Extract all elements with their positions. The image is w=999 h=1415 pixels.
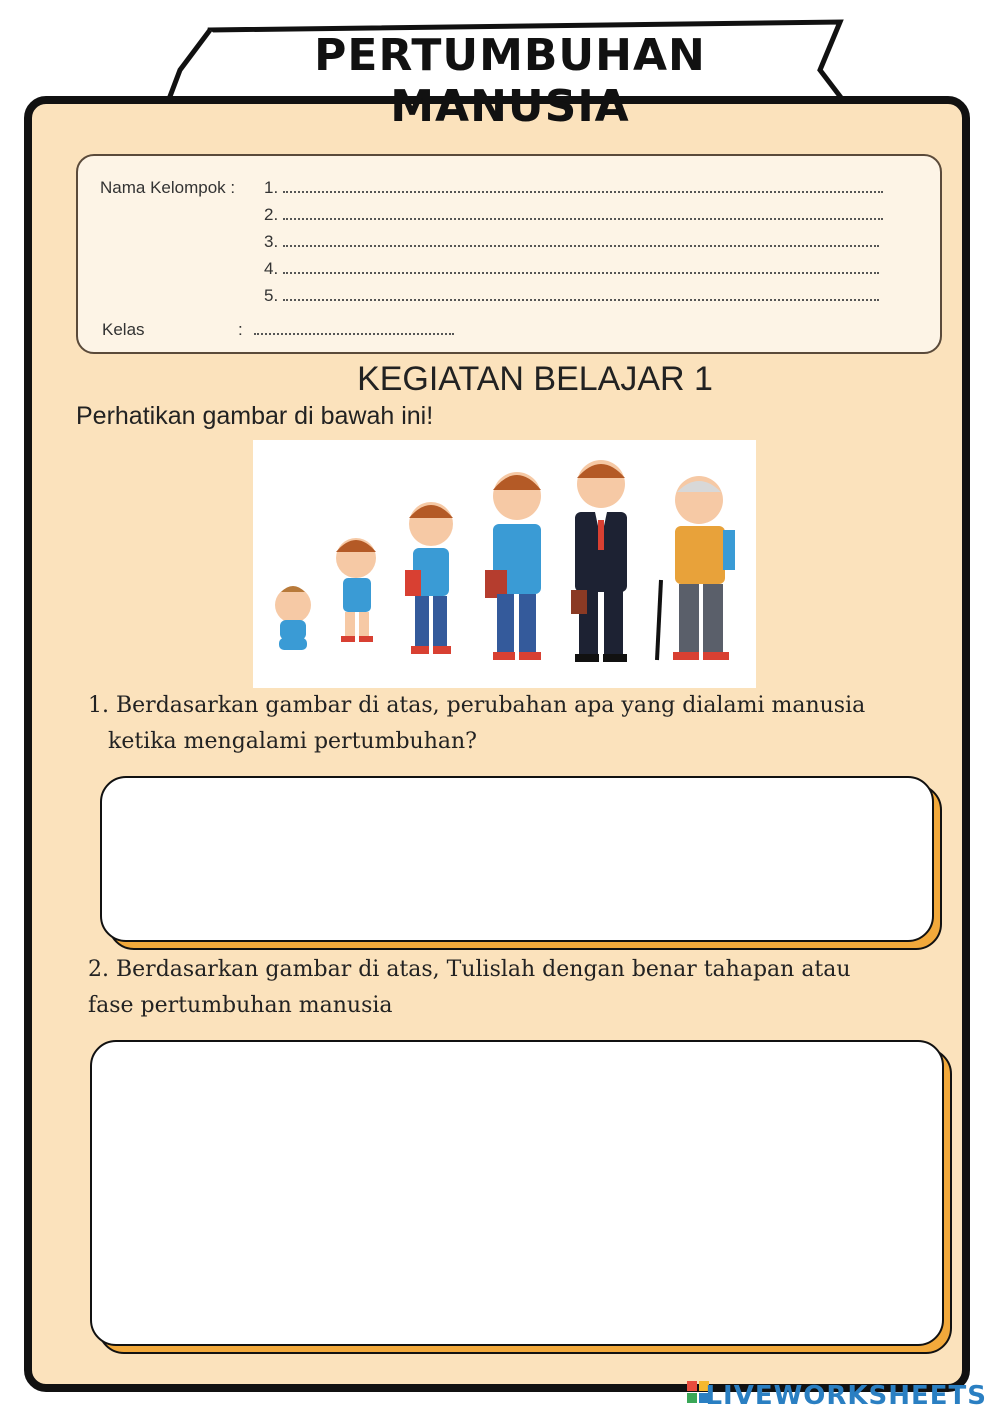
- answer-input-2[interactable]: [90, 1040, 944, 1346]
- question-text-line1: Berdasarkan gambar di atas, perubahan apa yang dialami manusia: [116, 693, 866, 718]
- member-row-5[interactable]: [264, 286, 879, 306]
- activity-title: KEGIATAN BELAJAR 1: [357, 360, 713, 398]
- group-label: Nama Kelompok :: [100, 178, 236, 197]
- member-row-1[interactable]: [264, 178, 883, 198]
- question-2: [88, 952, 851, 1024]
- question-number: 1.: [88, 693, 109, 718]
- member-number: 3.: [264, 232, 279, 251]
- answer-input-1[interactable]: [100, 776, 934, 942]
- member-number: 4.: [264, 259, 279, 278]
- identity-panel: [76, 154, 942, 354]
- question-number: 2.: [88, 957, 109, 982]
- member-row-3[interactable]: [264, 232, 879, 252]
- class-label: Kelas: [102, 320, 145, 339]
- instruction-text: Perhatikan gambar di bawah ini!: [76, 402, 434, 430]
- member-row-4[interactable]: [264, 259, 879, 279]
- question-1: [88, 688, 865, 760]
- member-number: 1.: [264, 178, 279, 197]
- member-number: 2.: [264, 205, 279, 224]
- member-row-2[interactable]: [264, 205, 883, 225]
- question-text-line1: Berdasarkan gambar di atas, Tulislah dengan benar tahapan atau: [116, 957, 851, 982]
- answer-box-2[interactable]: [90, 1040, 944, 1346]
- human-growth-stages-illustration: [253, 440, 756, 688]
- page-title: PERTUMBUHAN MANUSIA: [314, 30, 706, 132]
- question-text-line2: ketika mengalami pertumbuhan?: [108, 729, 477, 754]
- watermark: LIVEWORKSHEETS: [705, 1381, 987, 1411]
- class-colon: :: [238, 320, 243, 339]
- member-number: 5.: [264, 286, 279, 305]
- answer-box-1[interactable]: [100, 776, 934, 942]
- question-text-line2: fase pertumbuhan manusia: [88, 993, 393, 1018]
- class-field[interactable]: [254, 320, 454, 340]
